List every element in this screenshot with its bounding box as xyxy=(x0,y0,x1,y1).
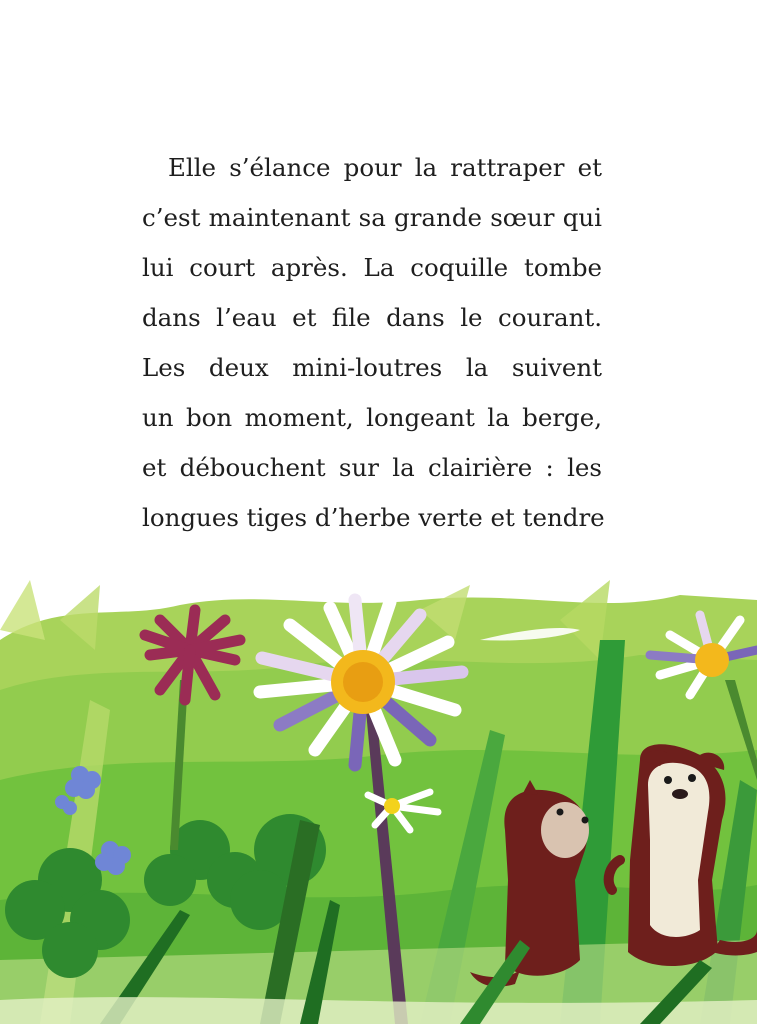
text-line: et débouchent sur la clairière : les xyxy=(142,453,602,482)
meadow-illustration xyxy=(0,580,757,1024)
text-line: Les deux mini-loutres la suivent xyxy=(142,353,602,382)
text-line: longues tiges d’herbe verte et tendre xyxy=(142,503,605,532)
text-line: c’est maintenant sa grande sœur qui xyxy=(142,203,602,232)
text-line: lui court après. La coquille tombe xyxy=(142,253,602,282)
text-line: un bon moment, longeant la berge, xyxy=(142,403,602,432)
text-line: dans l’eau et file dans le courant. xyxy=(142,303,602,332)
story-text xyxy=(142,143,605,543)
text-line: Elle s’élance pour la rattraper et xyxy=(168,153,602,182)
